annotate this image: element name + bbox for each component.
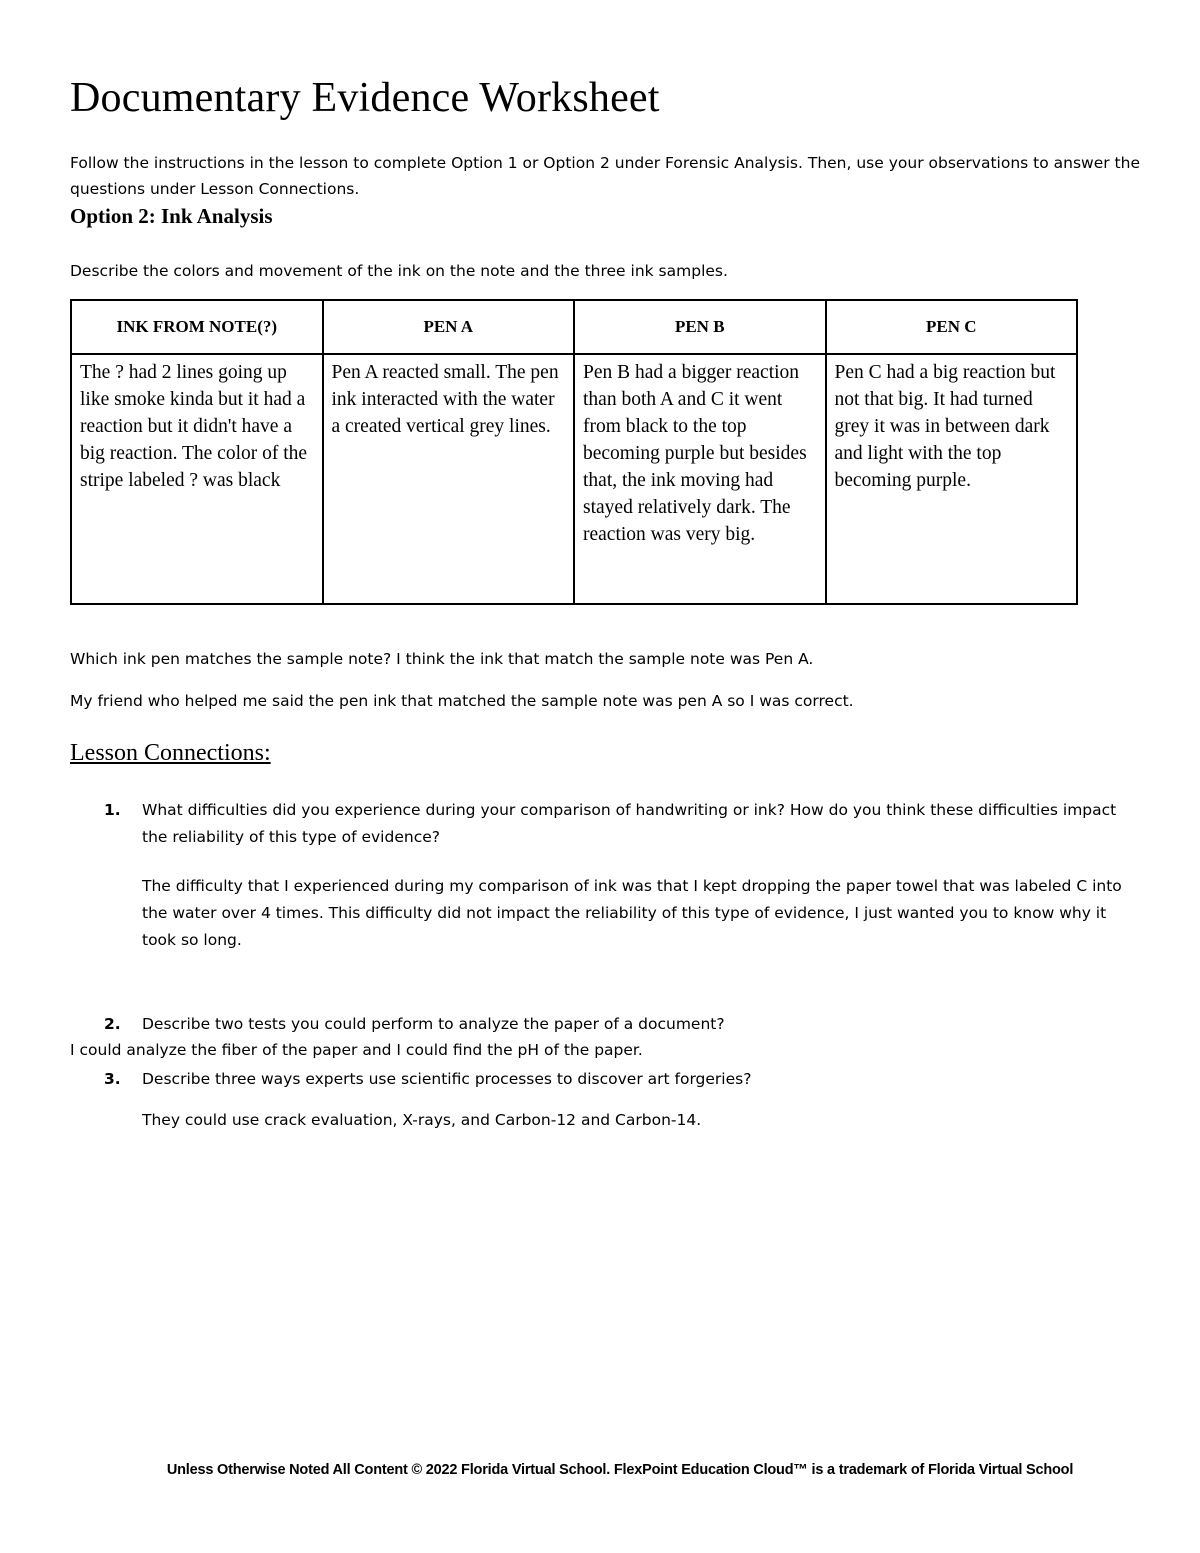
match-answer: Which ink pen matches the sample note? I think the ink that match the sample note was Pen A.: [70, 650, 814, 668]
header-pen-c: PEN C: [826, 300, 1078, 354]
cell-pen-b: Pen B had a bigger reaction than both A and C it went from black to the top becoming purple but besides that, the ink moving had stayed relatively dark. The reaction was very big.: [574, 354, 826, 604]
question-3-number: 3.: [104, 1070, 121, 1088]
question-1-text: What difficulties did you experience during your comparison of handwriting or ink? How do you think these difficulties impact the reliability of this type of evidence?: [142, 801, 1117, 846]
copyright-footer: Unless Otherwise Noted All Content © 2022 Florida Virtual School. FlexPoint Education Cloud™ is a trademark of Florida Virtual School: [166, 1462, 1074, 1478]
ink-analysis-table: [70, 299, 1078, 605]
question-1-answer: The difficulty that I experienced during my comparison of ink was that I kept dropping the paper towel that was labeled C into the water over 4 times. This difficulty did not impact the reliability of this type of evidence, I just wanted you to know why it took so long.: [142, 877, 1122, 949]
header-ink-from-note: INK FROM NOTE(?): [71, 300, 323, 354]
header-pen-a: PEN A: [323, 300, 575, 354]
cell-pen-c: Pen C had a big reaction but not that big. It had turned grey it was in between dark and light with the top becoming purple.: [826, 354, 1078, 604]
intro-instructions: Follow the instructions in the lesson to complete Option 1 or Option 2 under Forensic Analysis. Then, use your observations to answer the questions under Lesson Connections.: [70, 154, 1140, 198]
question-3-answer: They could use crack evaluation, X-rays, and Carbon-12 and Carbon-14.: [142, 1111, 702, 1129]
question-3-text: Describe three ways experts use scientific processes to discover art forgeries?: [142, 1070, 752, 1088]
cell-ink-from-note: The ? had 2 lines going up like smoke kinda but it had a reaction but it didn't have a big reaction. The color of the stripe labeled ? was black: [71, 354, 323, 604]
question-2-answer: I could analyze the fiber of the paper and I could find the pH of the paper.: [70, 1041, 643, 1059]
question-2-text: Describe two tests you could perform to analyze the paper of a document?: [142, 1015, 725, 1033]
table-row: [71, 354, 1077, 604]
question-1-number: 1.: [104, 801, 121, 819]
cell-pen-a: Pen A reacted small. The pen ink interacted with the water a created vertical grey lines.: [323, 354, 575, 604]
describe-prompt: Describe the colors and movement of the ink on the note and the three ink samples.: [70, 262, 728, 280]
table-header-row: [71, 300, 1077, 354]
question-2-number: 2.: [104, 1015, 121, 1033]
friend-note: My friend who helped me said the pen ink that matched the sample note was pen A so I was correct.: [70, 692, 854, 710]
header-pen-b: PEN B: [574, 300, 826, 354]
option-heading: Option 2: Ink Analysis: [70, 204, 273, 228]
lesson-connections-heading: Lesson Connections:: [70, 740, 271, 766]
page-title: Documentary Evidence Worksheet: [70, 75, 660, 121]
